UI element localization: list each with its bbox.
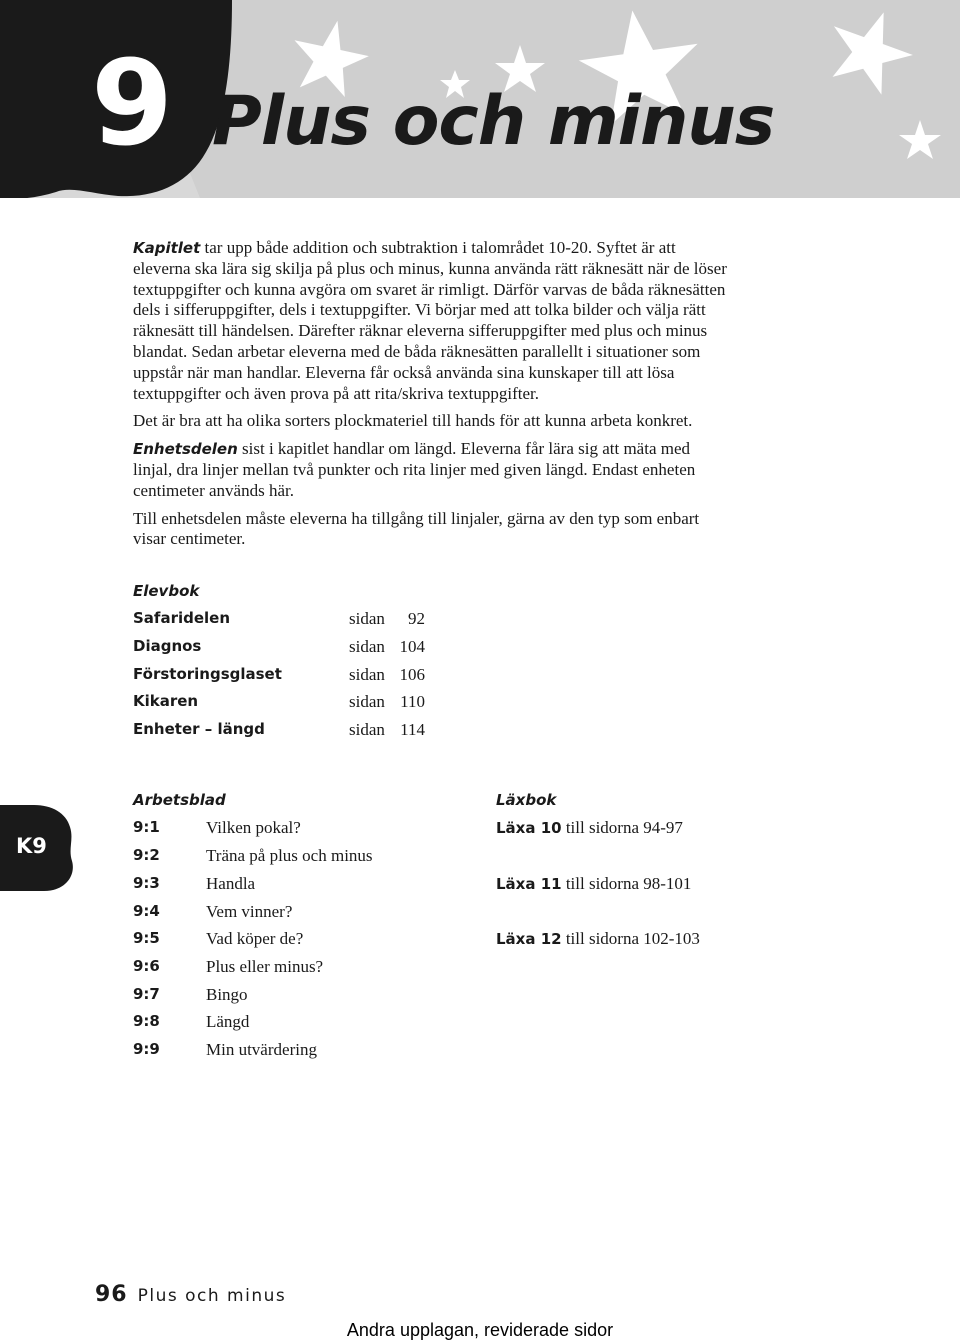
elevbok-section-name: Förstoringsglaset — [133, 665, 282, 683]
intro-paragraph — [133, 238, 733, 404]
elevbok-section-name: Safaridelen — [133, 609, 231, 627]
worksheet-code: 9:4 — [133, 902, 160, 920]
laxbok-row — [496, 818, 796, 838]
intro-p3-text: sist i kapitlet handlar om längd. Eleverna får lära sig att mäta med linjal, dra linjer mellan två punkter och rita linjer med given längd. Endast enheten centimeter används här. — [133, 439, 696, 500]
worksheet-code: 9:9 — [133, 1040, 160, 1058]
homework-label: Läxa 10 — [496, 819, 562, 837]
homework-label: Läxa 12 — [496, 930, 562, 948]
intro-paragraph: Till enhetsdelen måste eleverna ha tillgång till linjaler, gärna av den typ som enbart visar centimeter. — [133, 508, 700, 549]
arbetsblad-row — [133, 902, 433, 922]
worksheet-title: Min utvärdering — [206, 1040, 317, 1059]
footer-chapter-title: Plus och minus — [137, 1286, 287, 1306]
elevbok-row — [133, 609, 453, 629]
worksheet-code: 9:1 — [133, 818, 160, 836]
worksheet-title: Vem vinner? — [206, 902, 293, 921]
chapter-title: Plus och minus — [212, 82, 775, 161]
worksheet-title: Längd — [206, 1012, 250, 1031]
worksheet-code: 9:8 — [133, 1012, 160, 1030]
elevbok-row — [133, 720, 453, 740]
elevbok-page-word: sidan — [349, 692, 385, 711]
elevbok-section-name: Diagnos — [133, 637, 202, 655]
arbetsblad-row — [133, 846, 433, 866]
intro-text — [133, 238, 733, 557]
intro-paragraph — [133, 439, 733, 501]
elevbok-row — [133, 637, 453, 657]
page-footer — [95, 1282, 286, 1307]
arbetsblad-row — [133, 818, 433, 838]
arbetsblad-row — [133, 929, 433, 949]
worksheet-code: 9:6 — [133, 957, 160, 975]
arbetsblad-row — [133, 1040, 433, 1060]
elevbok-page-number: 104 — [399, 637, 425, 656]
elevbok-page-word: sidan — [349, 665, 385, 684]
homework-label: Läxa 11 — [496, 875, 562, 893]
homework-pages: till sidorna 102-103 — [561, 929, 700, 948]
chapter-number: 9 — [90, 34, 174, 172]
intro-paragraph: Det är bra att ha olika sorters plockmateriel till hands för att kunna arbeta konkret. — [133, 411, 693, 431]
elevbok-section-name: Enheter – längd — [133, 720, 265, 738]
homework-pages: till sidorna 94-97 — [561, 818, 683, 837]
edition-note: Andra upplagan, reviderade sidor — [346, 1320, 614, 1340]
arbetsblad-heading: Arbetsblad — [133, 791, 226, 809]
laxbok-row — [496, 874, 796, 894]
laxbok-heading: Läxbok — [496, 791, 557, 809]
intro-lead-enhetsdelen: Enhetsdelen — [133, 440, 238, 459]
elevbok-row — [133, 665, 453, 685]
arbetsblad-row — [133, 985, 433, 1005]
intro-lead-kapitlet: Kapitlet — [133, 239, 201, 257]
worksheet-code: 9:2 — [133, 846, 160, 864]
arbetsblad-row — [133, 957, 433, 977]
elevbok-page-word: sidan — [349, 609, 385, 628]
page-number: 96 — [95, 1282, 128, 1307]
elevbok-page-word: sidan — [349, 637, 385, 656]
worksheet-title: Bingo — [206, 985, 248, 1004]
chapter-tab-label: K9 — [16, 834, 47, 858]
worksheet-title: Plus eller minus? — [206, 957, 324, 976]
elevbok-section-name: Kikaren — [133, 692, 199, 710]
elevbok-heading: Elevbok — [133, 582, 200, 600]
laxbok-row — [496, 929, 796, 949]
elevbok-row — [133, 692, 453, 712]
elevbok-page-word: sidan — [349, 720, 385, 739]
worksheet-code: 9:5 — [133, 929, 160, 947]
worksheet-code: 9:7 — [133, 985, 160, 1003]
intro-p1-text: tar upp både addition och subtraktion i talområdet 10-20. Syftet är att eleverna ska lära sig skilja på plus och minus, kunna använda rätt räknesätt när de löser textuppgifter och kunna avgöra om svaret är rimligt. Därför varvas de båda räknesätten dels i sifferuppgifter, dels i textuppgifter. Vi börjar med att tolka bilder och välja rätt räknesätt till händelsen. Därefter räknar eleverna sifferuppgifter med plus och minus blandat. Sedan arbetar eleverna med de båda räknesätten parallellt i situationer som uppstår när man handlar. Eleverna får också använda sina kunskaper till att lösa textuppgifter och även prova på att rita/skriva textuppgifter. — [133, 238, 727, 403]
worksheet-title: Handla — [206, 874, 256, 893]
arbetsblad-row — [133, 1012, 433, 1032]
homework-pages: till sidorna 98-101 — [561, 874, 692, 893]
arbetsblad-row — [133, 874, 433, 894]
elevbok-page-number: 114 — [400, 720, 425, 739]
elevbok-page-number: 92 — [408, 609, 425, 628]
worksheet-title: Träna på plus och minus — [206, 846, 373, 865]
worksheet-code: 9:3 — [133, 874, 160, 892]
worksheet-title: Vilken pokal? — [206, 818, 301, 837]
elevbok-page-number: 110 — [400, 692, 425, 711]
worksheet-title: Vad köper de? — [206, 929, 304, 948]
elevbok-page-number: 106 — [399, 665, 425, 684]
